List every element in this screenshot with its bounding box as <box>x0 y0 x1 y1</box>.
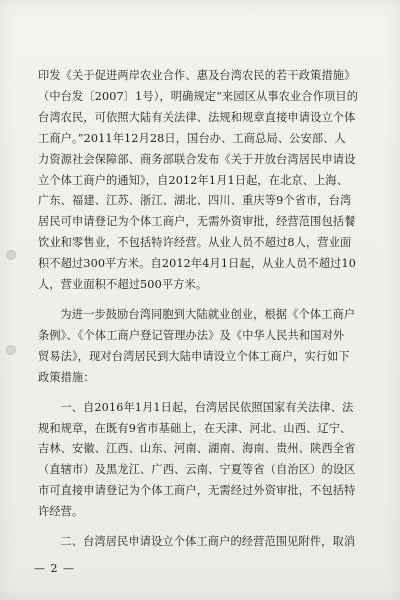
text-line: 人，营业面积不超过500平方米。 <box>38 278 208 292</box>
document-paragraph <box>38 532 368 553</box>
text-line: 积不超过300平方米。自2012年4月1日起，从业人员不超过10 <box>38 257 357 271</box>
text-line: 二、台湾居民申请设立个体工商户的经营范围见附件，取消 <box>60 535 356 549</box>
text-line: 工商户。”2011年12月28日，国台办、工商总局、公安部、人 <box>38 131 346 145</box>
text-line: 广东、福建、江苏、浙江、湖北、四川、重庆等9个省市，台湾 <box>38 194 352 208</box>
text-line: 市可直接申请登记为个体工商户，无需经过外资审批，不包括特 <box>38 484 356 498</box>
text-line: 为进一步鼓励台湾同胞到大陆就业创业，根据《个体工商户 <box>60 307 356 321</box>
text-line: 规和规章，在既有9省市基础上，在天津、河北、山西、辽宁、 <box>38 421 352 435</box>
text-line: 条例》、《个体工商户登记管理办法》及《中华人民共和国对外 <box>38 328 345 342</box>
binding-hole-mark <box>6 345 16 355</box>
paragraph-gap <box>38 389 368 398</box>
text-line: 贸易法》，现对台湾居民到大陆申请设立个体工商户，实行如下 <box>38 349 350 363</box>
text-line: （直辖市）及黑龙江、广西、云南、宁夏等省（自治区）的设区 <box>38 463 356 477</box>
text-line: 居民可申请登记为个体工商户，无需外资审批，经营范围包括餐 <box>38 215 356 229</box>
text-line: 政策措施： <box>38 370 95 384</box>
text-line: 吉林、安徽、江西、山东、河南、湖南、海南、贵州、陕西全省 <box>38 442 356 456</box>
text-line: 力资源社会保障部、商务部联合发布《关于开放台湾居民申请设 <box>38 152 356 166</box>
page-number: — 2 — <box>34 562 75 575</box>
text-line: 立个体工商户的通知》，自2012年1月1日起，在北京、上海、 <box>38 173 349 187</box>
document-paragraph <box>38 305 368 389</box>
text-line: 一、自2016年1月1日起，台湾居民依照国家有关法律、法 <box>60 400 354 414</box>
text-line: 印发《关于促进两岸农业合作、惠及台湾农民的若干政策措施》 <box>38 69 356 82</box>
binding-hole-mark <box>6 250 16 260</box>
paragraph-gap <box>38 296 368 305</box>
text-line: 饮业和零售业，不包括特许经营。从业人员不超过8人，营业面 <box>38 236 352 250</box>
text-line: 许经营。 <box>38 505 84 519</box>
text-line: 台湾农民，可依照大陆有关法律、法规和规章直接申请设立个体 <box>38 110 356 124</box>
document-paragraph <box>38 66 368 296</box>
text-line: （中台发〔2007〕1号），明确规定“来园区从事农业合作项目的 <box>38 89 359 103</box>
document-paragraph <box>38 398 368 523</box>
paragraph-gap <box>38 523 368 532</box>
document-body <box>38 66 368 553</box>
